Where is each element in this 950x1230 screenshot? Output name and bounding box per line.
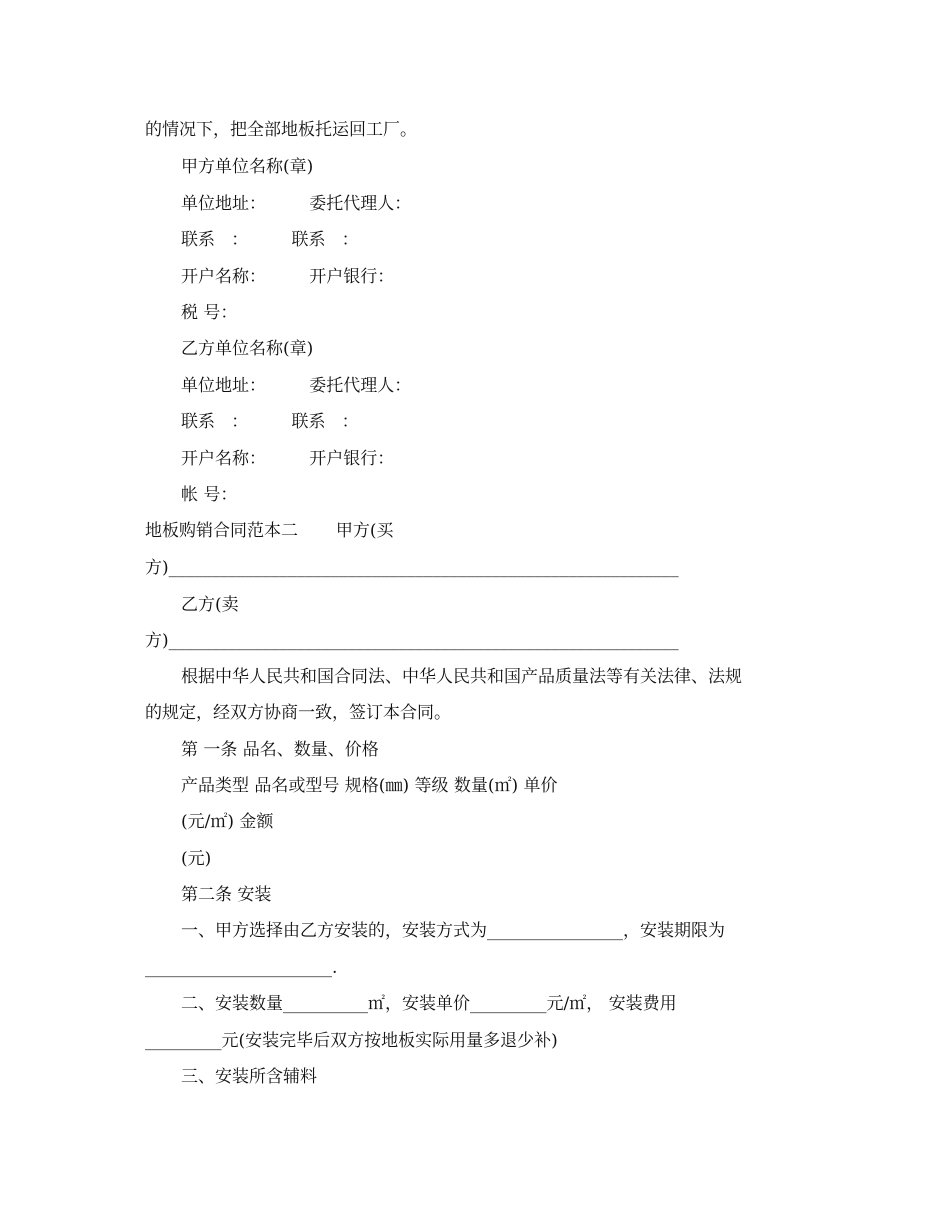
text-line: 联系 ： 联系 ： [181,412,359,432]
text-line: (元/㎡) 金额 [181,812,274,832]
text-line: 乙方(卖 [181,595,239,615]
text-line: 第 一条 品名、数量、价格 [181,740,379,760]
text-line: 二、安装数量__________㎡，安装单价_________元/㎡， 安装费用 [181,994,677,1014]
text-line: 单位地址： 委托代理人： [181,376,412,396]
text-line: 的规定，经双方协商一致，签订本合同。 [145,703,451,723]
text-line: 根据中华人民共和国合同法、中华人民共和国产品质量法等有关法律、法规 [181,667,742,687]
text-line: _________元(安装完毕后双方按地板实际用量多退少补) [145,1031,558,1051]
text-line: 地板购销合同范本二 甲方(买 [145,521,394,541]
text-line: ______________________. [145,958,338,978]
text-line: 方)____________________________________________________________ [145,558,679,578]
text-line: 联系 ： 联系 ： [181,230,359,250]
text-line: 甲方单位名称(章) [181,157,314,177]
text-line: 单位地址： 委托代理人： [181,194,412,214]
text-line: 方)____________________________________________________________ [145,631,679,651]
text-line: 税 号： [181,303,238,323]
text-line: 帐 号： [181,485,238,505]
text-line: 开户名称： 开户银行： [181,449,395,469]
text-line: (元) [181,849,212,869]
text-line: 乙方单位名称(章) [181,339,314,359]
text-line: 的情况下，把全部地板托运回工厂。 [145,120,417,140]
text-line: 一、甲方选择由乙方安装的，安装方式为________________，安装期限为 [181,921,725,941]
text-line: 开户名称： 开户银行： [181,267,395,287]
text-line: 三、安装所含辅料 [181,1067,317,1087]
text-line: 第二条 安装 [181,885,272,905]
text-line: 产品类型 品名或型号 规格(㎜) 等级 数量(㎡) 单价 [181,776,558,796]
